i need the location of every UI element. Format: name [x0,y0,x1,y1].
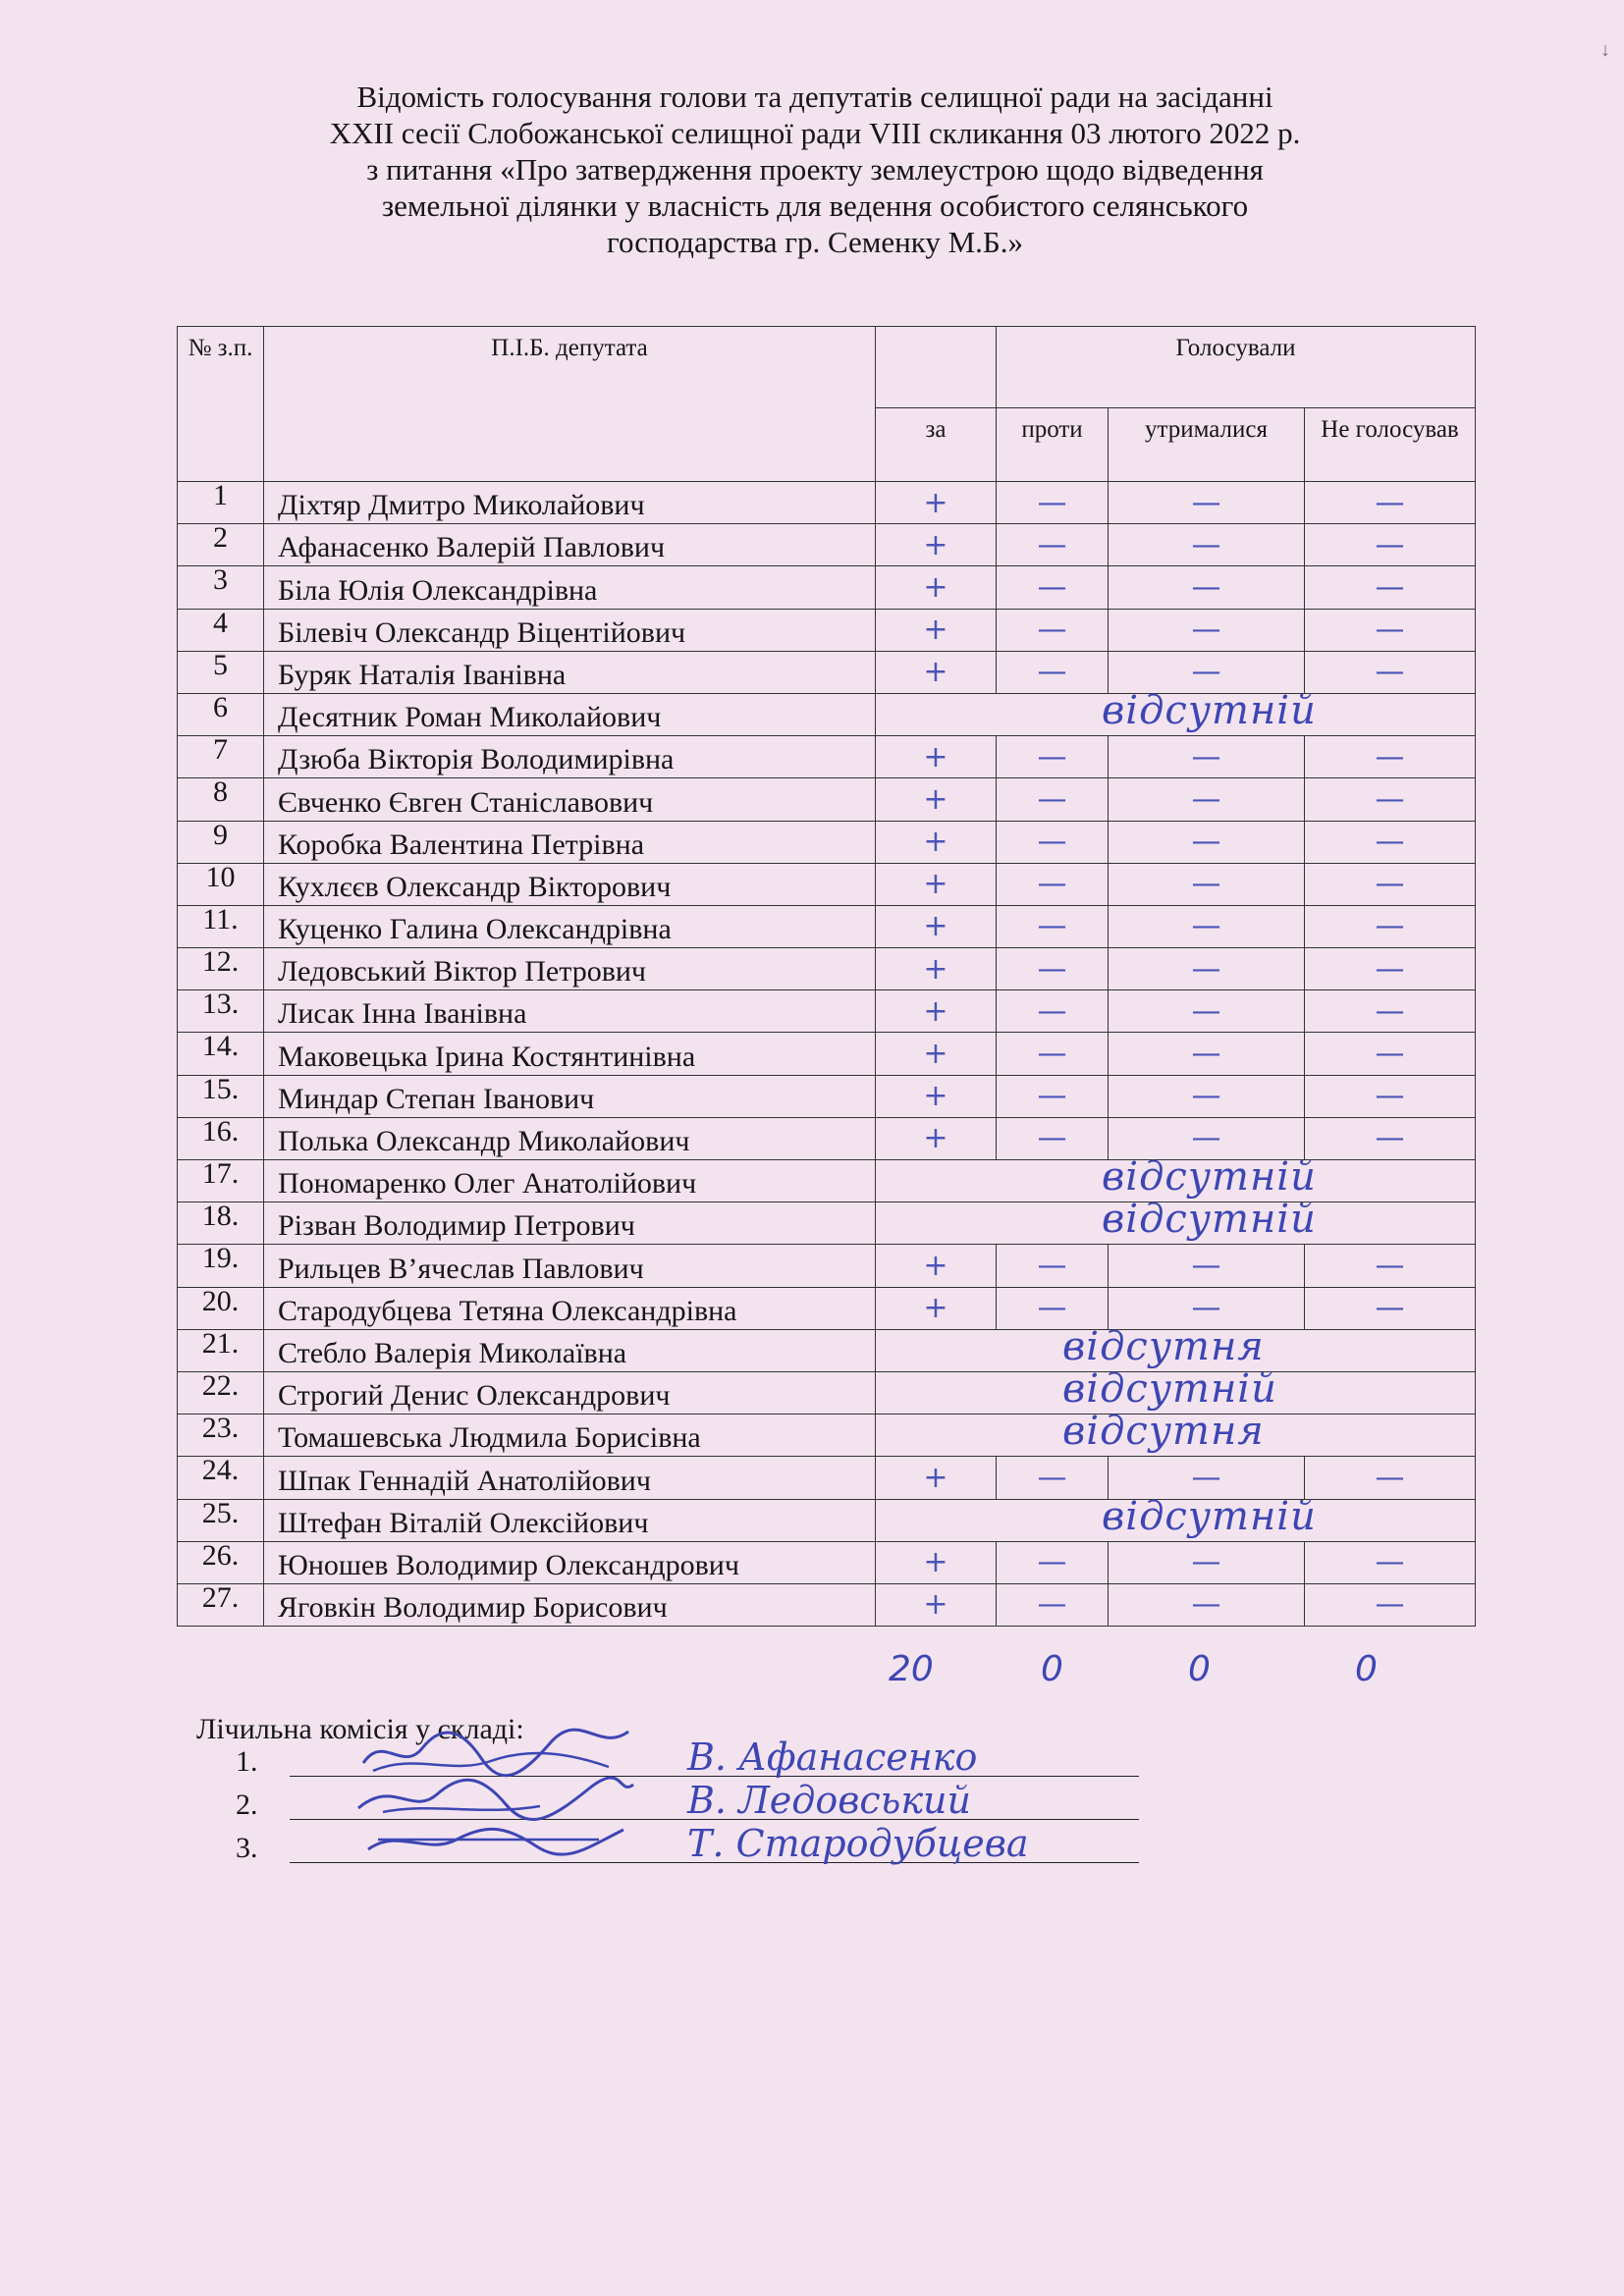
vote-for-mark: + [876,1541,997,1583]
vote-not-voted-mark: — [1305,1245,1476,1287]
vote-for-mark: + [876,1245,997,1287]
vote-for-mark: + [876,948,997,990]
deputy-name: Маковецька Ірина Костянтинівна [264,1033,876,1075]
vote-for-mark: + [876,863,997,905]
row-number: 25. [178,1499,264,1541]
member-number: 3. [236,1832,258,1864]
table-row [178,990,1476,1033]
vote-for-mark: + [876,990,997,1033]
vote-against-mark: — [997,566,1109,609]
title-line: XXII сесії Слобожанської селищної ради VIII скликання 03 лютого 2022 р. [329,116,1301,150]
vote-not-voted-mark: — [1305,736,1476,778]
vote-for-mark: + [876,736,997,778]
row-number: 5 [178,651,264,693]
vote-abstained-mark: — [1109,821,1305,863]
vote-not-voted-mark: — [1305,566,1476,609]
header-num: № з.п. [178,327,264,482]
deputy-name: Стебло Валерія Миколаївна [264,1329,876,1371]
vote-not-voted-mark: — [1305,990,1476,1033]
vote-abstained-mark: — [1109,482,1305,524]
vote-not-voted-mark: — [1305,1287,1476,1329]
deputy-name: Дзюба Вікторія Володимирівна [264,736,876,778]
table-row [178,482,1476,524]
vote-abstained-mark: — [1109,863,1305,905]
table-row [178,1329,1476,1371]
deputy-name: Рильцев В’ячеслав Павлович [264,1245,876,1287]
vote-against-mark: — [997,736,1109,778]
table-row [178,778,1476,821]
vote-abstained-mark: — [1109,524,1305,566]
vote-abstained-mark: — [1109,905,1305,947]
commission-member-3 [236,1822,1139,1869]
vote-abstained-mark: — [1109,1245,1305,1287]
total-against: 0 [1041,1649,1063,1689]
vote-for-mark: + [876,609,997,651]
table-row [178,566,1476,609]
table-row [178,1033,1476,1075]
row-number: 4 [178,609,264,651]
table-row [178,609,1476,651]
row-number: 18. [178,1202,264,1245]
row-number: 16. [178,1117,264,1159]
vote-abstained-mark: — [1109,609,1305,651]
deputy-name: Томашевська Людмила Борисівна [264,1415,876,1457]
absent-note: відсутній [1102,687,1317,733]
vote-against-mark: — [997,821,1109,863]
title-line: з питання «Про затвердження проекту землеустрою щодо відведення [366,152,1264,187]
vote-for-mark: + [876,821,997,863]
table-row [178,1541,1476,1583]
vote-against-mark: — [997,1457,1109,1499]
title-line: господарства гр. Семенку М.Б.» [607,225,1023,259]
vote-abstained-mark: — [1109,1075,1305,1117]
total-not-voted: 0 [1355,1649,1378,1689]
voting-table [177,326,1476,1627]
vote-abstained-mark: — [1109,778,1305,821]
table-row [178,1202,1476,1245]
row-number: 26. [178,1541,264,1583]
absent-note: відсутній [1102,1154,1317,1200]
vote-against-mark: — [997,778,1109,821]
row-number: 1 [178,482,264,524]
row-number: 15. [178,1075,264,1117]
absent-note: відсутній [1102,1493,1317,1539]
table-row [178,821,1476,863]
header-voted: Голосували [997,327,1476,408]
vote-against-mark: — [997,863,1109,905]
edge-mark: ↓ [1600,39,1610,61]
absent-cell [876,1493,1476,1541]
absent-cell [876,1197,1476,1245]
vote-not-voted-mark: — [1305,651,1476,693]
vote-abstained-mark: — [1109,1583,1305,1626]
header-for: за [876,408,997,482]
absent-cell [876,1409,1476,1457]
row-number: 17. [178,1160,264,1202]
member-number: 2. [236,1789,258,1821]
vote-abstained-mark: — [1109,948,1305,990]
deputy-name: Афанасенко Валерій Павлович [264,524,876,566]
vote-for-mark: + [876,1583,997,1626]
vote-against-mark: — [997,1033,1109,1075]
vote-abstained-mark: — [1109,1117,1305,1159]
header-name: П.І.Б. депутата [264,327,876,482]
vote-against-mark: — [997,1583,1109,1626]
vote-against-mark: — [997,1287,1109,1329]
vote-not-voted-mark: — [1305,863,1476,905]
deputy-name: Полька Олександр Миколайович [264,1117,876,1159]
table-row [178,948,1476,990]
vote-not-voted-mark: — [1305,609,1476,651]
table-row [178,524,1476,566]
vote-abstained-mark: — [1109,990,1305,1033]
vote-abstained-mark: — [1109,1457,1305,1499]
vote-not-voted-mark: — [1305,1033,1476,1075]
absent-note: відсутня [1062,1323,1265,1369]
table-row [178,863,1476,905]
row-number: 11. [178,905,264,947]
table-row [178,1415,1476,1457]
deputy-name: Діхтяр Дмитро Миколайович [264,482,876,524]
deputy-name: Буряк Наталія Іванівна [264,651,876,693]
absent-cell [876,687,1476,735]
absent-note: відсутня [1062,1409,1265,1455]
row-number: 8 [178,778,264,821]
vote-against-mark: — [997,1541,1109,1583]
total-for: 20 [889,1649,934,1689]
row-number: 20. [178,1287,264,1329]
title-line: Відомість голосування голови та депутатів селищної ради на засіданні [356,80,1273,114]
vote-abstained-mark: — [1109,566,1305,609]
deputy-name: Пономаренко Олег Анатолійович [264,1160,876,1202]
total-abstained: 0 [1188,1649,1211,1689]
vote-for-mark: + [876,778,997,821]
row-number: 2 [178,524,264,566]
deputy-name: Стародубцева Тетяна Олександрівна [264,1287,876,1329]
vote-against-mark: — [997,905,1109,947]
deputy-name: Штефан Віталій Олексійович [264,1499,876,1541]
table-row [178,1075,1476,1117]
vote-against-mark: — [997,482,1109,524]
deputy-name: Яговкін Володимир Борисович [264,1583,876,1626]
vote-not-voted-mark: — [1305,1457,1476,1499]
vote-for-mark: + [876,1033,997,1075]
document-title [177,79,1453,260]
deputy-name: Миндар Степан Іванович [264,1075,876,1117]
table-row [178,1583,1476,1626]
deputy-name: Коробка Валентина Петрівна [264,821,876,863]
vote-against-mark: — [997,948,1109,990]
vote-not-voted-mark: — [1305,1117,1476,1159]
vote-for-mark: + [876,482,997,524]
row-number: 12. [178,948,264,990]
row-number: 6 [178,693,264,735]
deputy-name: Юношев Володимир Олександрович [264,1541,876,1583]
commission-label: Лічильна комісія у складі: [196,1713,524,1745]
vote-for-mark: + [876,1457,997,1499]
vote-not-voted-mark: — [1305,1075,1476,1117]
member-name: Т. Стародубцева [687,1822,1029,1865]
member-name: В. Афанасенко [687,1735,978,1779]
deputy-name: Білевіч Олександр Віцентійович [264,609,876,651]
member-number: 1. [236,1745,258,1778]
table-row [178,736,1476,778]
deputy-name: Лисак Інна Іванівна [264,990,876,1033]
row-number: 24. [178,1457,264,1499]
table-row [178,1287,1476,1329]
vote-not-voted-mark: — [1305,1583,1476,1626]
row-number: 13. [178,990,264,1033]
table-row [178,1245,1476,1287]
deputy-name: Десятник Роман Миколайович [264,693,876,735]
vote-against-mark: — [997,609,1109,651]
deputy-name: Строгий Денис Олександрович [264,1371,876,1414]
deputy-name: Ледовський Віктор Петрович [264,948,876,990]
table-row [178,905,1476,947]
vote-not-voted-mark: — [1305,1541,1476,1583]
header-against: проти [997,408,1109,482]
vote-against-mark: — [997,1245,1109,1287]
table-row [178,1499,1476,1541]
vote-for-mark: + [876,1075,997,1117]
row-number: 14. [178,1033,264,1075]
table-row [178,693,1476,735]
deputy-name: Біла Юлія Олександрівна [264,566,876,609]
row-number: 21. [178,1329,264,1371]
row-number: 23. [178,1415,264,1457]
row-number: 19. [178,1245,264,1287]
vote-against-mark: — [997,1117,1109,1159]
vote-not-voted-mark: — [1305,482,1476,524]
vote-abstained-mark: — [1109,1033,1305,1075]
header-not-voted: Не голосував [1305,408,1476,482]
header-abstained: утрималися [1109,408,1305,482]
deputy-name: Шпак Геннадій Анатолійович [264,1457,876,1499]
absent-note: відсутній [1062,1365,1277,1412]
row-number: 3 [178,566,264,609]
vote-abstained-mark: — [1109,1287,1305,1329]
vote-against-mark: — [997,524,1109,566]
vote-for-mark: + [876,905,997,947]
vote-abstained-mark: — [1109,736,1305,778]
vote-for-mark: + [876,1117,997,1159]
deputy-name: Куценко Галина Олександрівна [264,905,876,947]
absent-note: відсутній [1102,1197,1317,1243]
vote-against-mark: — [997,1075,1109,1117]
vote-against-mark: — [997,651,1109,693]
vote-abstained-mark: — [1109,1541,1305,1583]
vote-for-mark: + [876,524,997,566]
totals-row [0,1649,1624,1698]
vote-against-mark: — [997,990,1109,1033]
table-row [178,1371,1476,1414]
deputy-name: Кухлєєв Олександр Вікторович [264,863,876,905]
vote-for-mark: + [876,651,997,693]
title-line: земельної ділянки у власність для ведення особистого селянського [381,188,1249,223]
vote-abstained-mark: — [1109,651,1305,693]
row-number: 22. [178,1371,264,1414]
vote-not-voted-mark: — [1305,524,1476,566]
vote-for-mark: + [876,566,997,609]
vote-not-voted-mark: — [1305,948,1476,990]
deputy-name: Різван Володимир Петрович [264,1202,876,1245]
deputy-name: Євченко Євген Станіславович [264,778,876,821]
vote-not-voted-mark: — [1305,905,1476,947]
vote-for-mark: + [876,1287,997,1329]
row-number: 9 [178,821,264,863]
member-name: В. Ледовський [687,1779,971,1822]
row-number: 27. [178,1583,264,1626]
signature-scribble-icon [344,1810,638,1867]
vote-not-voted-mark: — [1305,778,1476,821]
header-empty [876,327,997,408]
row-number: 10 [178,863,264,905]
row-number: 7 [178,736,264,778]
vote-not-voted-mark: — [1305,821,1476,863]
